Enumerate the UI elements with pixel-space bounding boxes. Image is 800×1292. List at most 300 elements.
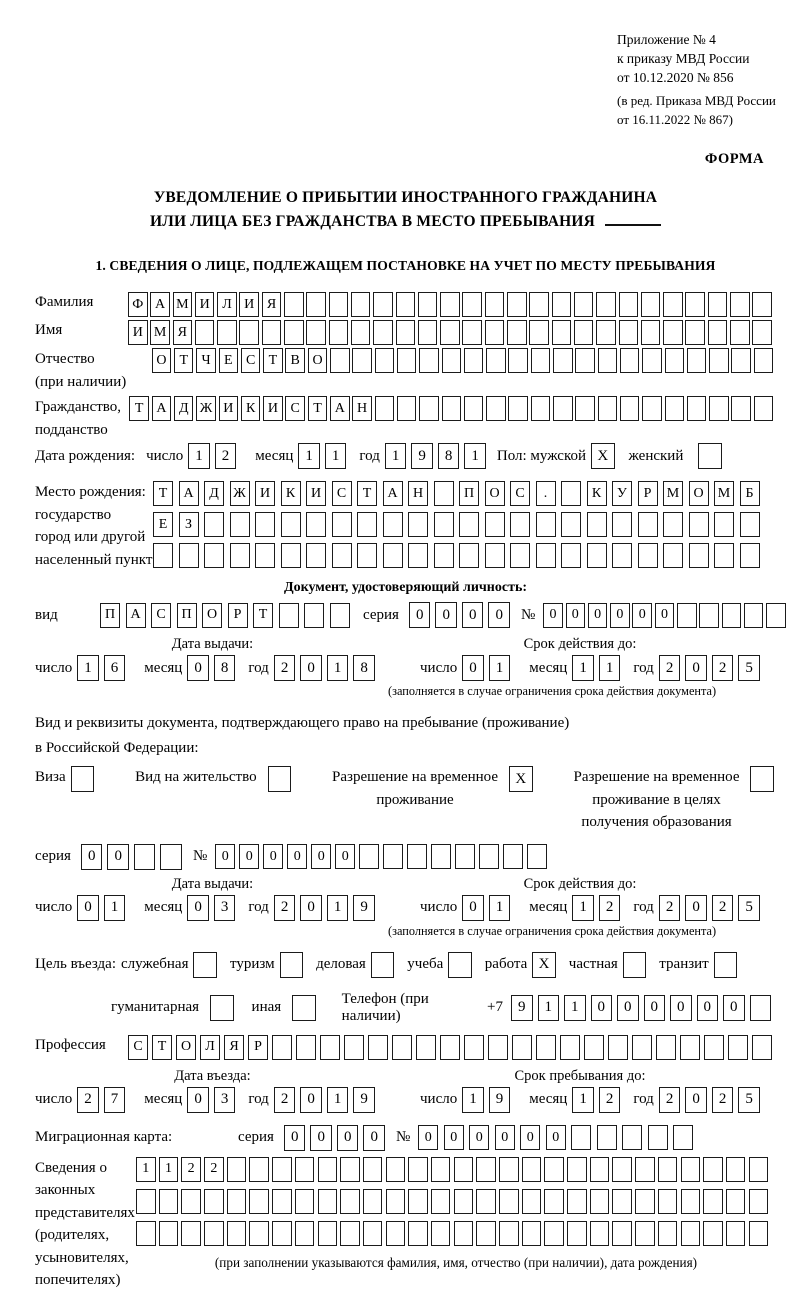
char-box[interactable] xyxy=(396,320,416,345)
char-box[interactable] xyxy=(440,1035,460,1060)
char-box[interactable] xyxy=(658,1157,678,1182)
char-box[interactable] xyxy=(306,512,326,537)
char-box[interactable] xyxy=(227,1221,247,1246)
char-box[interactable]: 1 xyxy=(77,655,99,681)
char-box[interactable]: 1 xyxy=(136,1157,156,1182)
char-box[interactable] xyxy=(587,543,607,568)
char-box[interactable]: П xyxy=(459,481,479,506)
char-box[interactable] xyxy=(553,396,573,421)
char-box[interactable]: 1 xyxy=(298,443,320,469)
char-box[interactable] xyxy=(752,292,772,317)
char-box[interactable] xyxy=(730,320,750,345)
char-box[interactable] xyxy=(665,396,685,421)
char-box[interactable] xyxy=(284,292,304,317)
char-box[interactable]: 1 xyxy=(462,1087,484,1113)
char-box[interactable]: Т xyxy=(174,348,194,373)
char-box[interactable] xyxy=(544,1157,564,1182)
char-box[interactable]: И xyxy=(195,292,215,317)
char-box[interactable]: 2 xyxy=(712,1087,734,1113)
char-box[interactable] xyxy=(239,320,259,345)
char-box[interactable] xyxy=(485,320,505,345)
char-box[interactable]: 5 xyxy=(738,1087,760,1113)
char-box[interactable] xyxy=(195,320,215,345)
char-box[interactable]: Е xyxy=(219,348,239,373)
char-box[interactable] xyxy=(318,1221,338,1246)
char-box[interactable] xyxy=(608,1035,628,1060)
char-box[interactable] xyxy=(596,292,616,317)
char-box[interactable] xyxy=(419,348,439,373)
char-box[interactable] xyxy=(744,603,764,628)
char-box[interactable] xyxy=(359,844,379,869)
char-box[interactable] xyxy=(703,1189,723,1214)
char-box[interactable] xyxy=(455,844,475,869)
char-box[interactable] xyxy=(431,1189,451,1214)
char-box[interactable]: Т xyxy=(152,1035,172,1060)
char-box[interactable] xyxy=(386,1157,406,1182)
char-box[interactable] xyxy=(752,1035,772,1060)
char-box[interactable] xyxy=(561,512,581,537)
char-box[interactable] xyxy=(408,1221,428,1246)
char-box[interactable]: М xyxy=(714,481,734,506)
char-box[interactable]: Л xyxy=(217,292,237,317)
char-box[interactable] xyxy=(641,320,661,345)
char-box[interactable]: Ж xyxy=(230,481,250,506)
char-box[interactable] xyxy=(329,320,349,345)
char-box[interactable]: Д xyxy=(204,481,224,506)
char-box[interactable] xyxy=(508,396,528,421)
char-box[interactable]: М xyxy=(173,292,193,317)
char-box[interactable] xyxy=(159,1221,179,1246)
char-box[interactable]: 2 xyxy=(181,1157,201,1182)
char-box[interactable]: 3 xyxy=(214,895,236,921)
char-box[interactable] xyxy=(434,512,454,537)
char-box[interactable]: У xyxy=(612,481,632,506)
char-box[interactable] xyxy=(464,396,484,421)
checkbox-cell[interactable] xyxy=(280,952,304,978)
char-box[interactable] xyxy=(681,1189,701,1214)
char-box[interactable] xyxy=(486,396,506,421)
char-box[interactable] xyxy=(281,543,301,568)
char-box[interactable] xyxy=(227,1189,247,1214)
char-box[interactable] xyxy=(204,512,224,537)
char-box[interactable] xyxy=(703,1157,723,1182)
char-box[interactable] xyxy=(442,348,462,373)
char-box[interactable] xyxy=(531,396,551,421)
char-box[interactable]: 0 xyxy=(187,895,209,921)
char-box[interactable]: Я xyxy=(224,1035,244,1060)
char-box[interactable]: О xyxy=(176,1035,196,1060)
char-box[interactable] xyxy=(663,512,683,537)
char-box[interactable] xyxy=(567,1189,587,1214)
char-box[interactable] xyxy=(295,1157,315,1182)
char-box[interactable]: Т xyxy=(357,481,377,506)
char-box[interactable] xyxy=(685,320,705,345)
char-box[interactable] xyxy=(397,348,417,373)
char-box[interactable]: И xyxy=(128,320,148,345)
char-box[interactable] xyxy=(459,512,479,537)
char-box[interactable] xyxy=(431,1221,451,1246)
char-box[interactable] xyxy=(272,1035,292,1060)
char-box[interactable] xyxy=(641,292,661,317)
char-box[interactable] xyxy=(351,292,371,317)
char-box[interactable] xyxy=(560,1035,580,1060)
char-box[interactable] xyxy=(134,844,156,870)
char-box[interactable]: 1 xyxy=(572,895,594,921)
char-box[interactable] xyxy=(574,292,594,317)
char-box[interactable]: 2 xyxy=(659,655,681,681)
char-box[interactable] xyxy=(249,1221,269,1246)
char-box[interactable] xyxy=(635,1189,655,1214)
char-box[interactable]: И xyxy=(239,292,259,317)
char-box[interactable] xyxy=(318,1157,338,1182)
char-box[interactable] xyxy=(357,512,377,537)
char-box[interactable] xyxy=(575,396,595,421)
char-box[interactable] xyxy=(507,292,527,317)
char-box[interactable] xyxy=(597,1125,617,1150)
char-box[interactable] xyxy=(383,512,403,537)
char-box[interactable] xyxy=(598,396,618,421)
char-box[interactable] xyxy=(416,1035,436,1060)
char-box[interactable] xyxy=(386,1221,406,1246)
char-box[interactable] xyxy=(304,603,324,628)
char-box[interactable]: П xyxy=(100,603,120,628)
char-box[interactable] xyxy=(749,1189,769,1214)
char-box[interactable] xyxy=(330,348,350,373)
char-box[interactable]: 2 xyxy=(77,1087,99,1113)
char-box[interactable] xyxy=(440,292,460,317)
char-box[interactable]: 0 xyxy=(617,995,639,1021)
char-box[interactable] xyxy=(363,1221,383,1246)
checkbox-cell[interactable] xyxy=(750,766,774,792)
char-box[interactable] xyxy=(272,1221,292,1246)
char-box[interactable] xyxy=(249,1157,269,1182)
char-box[interactable] xyxy=(612,512,632,537)
char-box[interactable] xyxy=(587,512,607,537)
char-box[interactable] xyxy=(680,1035,700,1060)
char-box[interactable] xyxy=(553,348,573,373)
char-box[interactable] xyxy=(351,320,371,345)
char-box[interactable]: 2 xyxy=(599,895,621,921)
char-box[interactable]: А xyxy=(330,396,350,421)
char-box[interactable]: З xyxy=(179,512,199,537)
char-box[interactable]: 0 xyxy=(723,995,745,1021)
char-box[interactable]: 0 xyxy=(685,1087,707,1113)
char-box[interactable] xyxy=(574,320,594,345)
char-box[interactable] xyxy=(255,543,275,568)
char-box[interactable]: 1 xyxy=(489,895,511,921)
char-box[interactable] xyxy=(648,1125,668,1150)
char-box[interactable] xyxy=(726,1221,746,1246)
char-box[interactable] xyxy=(730,292,750,317)
char-box[interactable]: Р xyxy=(228,603,248,628)
char-box[interactable]: 0 xyxy=(546,1125,566,1150)
char-box[interactable] xyxy=(204,1189,224,1214)
char-box[interactable]: 7 xyxy=(104,1087,126,1113)
char-box[interactable]: К xyxy=(281,481,301,506)
char-box[interactable] xyxy=(749,1157,769,1182)
char-box[interactable] xyxy=(722,603,742,628)
char-box[interactable] xyxy=(612,543,632,568)
char-box[interactable]: 2 xyxy=(215,443,237,469)
char-box[interactable] xyxy=(375,348,395,373)
char-box[interactable] xyxy=(383,844,403,869)
char-box[interactable] xyxy=(454,1157,474,1182)
char-box[interactable]: 0 xyxy=(81,844,103,870)
char-box[interactable]: Т xyxy=(253,603,273,628)
char-box[interactable] xyxy=(619,320,639,345)
char-box[interactable]: К xyxy=(241,396,261,421)
char-box[interactable]: 0 xyxy=(263,844,283,869)
char-box[interactable] xyxy=(656,1035,676,1060)
char-box[interactable]: 0 xyxy=(462,655,484,681)
char-box[interactable]: О xyxy=(308,348,328,373)
char-box[interactable] xyxy=(726,1157,746,1182)
char-box[interactable]: 8 xyxy=(353,655,375,681)
char-box[interactable] xyxy=(340,1157,360,1182)
char-box[interactable] xyxy=(536,543,556,568)
char-box[interactable]: 0 xyxy=(670,995,692,1021)
char-box[interactable]: Н xyxy=(408,481,428,506)
char-box[interactable]: 0 xyxy=(337,1125,359,1151)
char-box[interactable] xyxy=(368,1035,388,1060)
char-box[interactable] xyxy=(561,543,581,568)
char-box[interactable]: 1 xyxy=(599,655,621,681)
char-box[interactable] xyxy=(620,348,640,373)
char-box[interactable]: В xyxy=(285,348,305,373)
char-box[interactable]: 0 xyxy=(284,1125,306,1151)
checkbox-cell[interactable] xyxy=(448,952,472,978)
char-box[interactable]: 0 xyxy=(215,844,235,869)
char-box[interactable] xyxy=(160,844,182,870)
char-box[interactable] xyxy=(363,1157,383,1182)
char-box[interactable] xyxy=(508,348,528,373)
char-box[interactable] xyxy=(332,512,352,537)
char-box[interactable]: Т xyxy=(308,396,328,421)
char-box[interactable] xyxy=(750,995,772,1021)
char-box[interactable] xyxy=(386,1189,406,1214)
char-box[interactable]: 0 xyxy=(409,602,431,628)
char-box[interactable] xyxy=(638,512,658,537)
char-box[interactable] xyxy=(281,512,301,537)
char-box[interactable] xyxy=(544,1189,564,1214)
char-box[interactable]: 8 xyxy=(438,443,460,469)
char-box[interactable] xyxy=(296,1035,316,1060)
char-box[interactable]: А xyxy=(152,396,172,421)
char-box[interactable]: 6 xyxy=(104,655,126,681)
checkbox-cell[interactable]: X xyxy=(509,766,533,792)
char-box[interactable] xyxy=(476,1157,496,1182)
char-box[interactable] xyxy=(383,543,403,568)
char-box[interactable] xyxy=(434,543,454,568)
char-box[interactable]: 0 xyxy=(187,1087,209,1113)
char-box[interactable] xyxy=(179,543,199,568)
char-box[interactable] xyxy=(522,1157,542,1182)
char-box[interactable]: М xyxy=(663,481,683,506)
char-box[interactable] xyxy=(531,348,551,373)
char-box[interactable] xyxy=(332,543,352,568)
char-box[interactable] xyxy=(363,1189,383,1214)
char-box[interactable] xyxy=(396,292,416,317)
char-box[interactable] xyxy=(612,1189,632,1214)
char-box[interactable] xyxy=(344,1035,364,1060)
char-box[interactable] xyxy=(318,1189,338,1214)
char-box[interactable] xyxy=(306,543,326,568)
char-box[interactable] xyxy=(658,1221,678,1246)
char-box[interactable] xyxy=(485,292,505,317)
char-box[interactable] xyxy=(635,1221,655,1246)
char-box[interactable] xyxy=(464,1035,484,1060)
char-box[interactable] xyxy=(408,512,428,537)
char-box[interactable] xyxy=(510,543,530,568)
char-box[interactable] xyxy=(571,1125,591,1150)
char-box[interactable]: 0 xyxy=(685,655,707,681)
char-box[interactable] xyxy=(731,396,751,421)
char-box[interactable] xyxy=(407,844,427,869)
char-box[interactable] xyxy=(529,292,549,317)
char-box[interactable] xyxy=(462,320,482,345)
char-box[interactable]: К xyxy=(587,481,607,506)
char-box[interactable]: Т xyxy=(263,348,283,373)
char-box[interactable]: Т xyxy=(129,396,149,421)
char-box[interactable] xyxy=(227,1157,247,1182)
char-box[interactable] xyxy=(373,292,393,317)
char-box[interactable] xyxy=(442,396,462,421)
char-box[interactable] xyxy=(522,1221,542,1246)
char-box[interactable] xyxy=(740,512,760,537)
char-box[interactable]: Р xyxy=(638,481,658,506)
char-box[interactable] xyxy=(418,292,438,317)
checkbox-cell[interactable] xyxy=(698,443,722,469)
char-box[interactable] xyxy=(754,348,774,373)
char-box[interactable] xyxy=(181,1221,201,1246)
char-box[interactable]: С xyxy=(510,481,530,506)
char-box[interactable]: 0 xyxy=(239,844,259,869)
char-box[interactable] xyxy=(552,320,572,345)
char-box[interactable] xyxy=(527,844,547,869)
char-box[interactable]: 0 xyxy=(591,995,613,1021)
char-box[interactable]: . xyxy=(536,481,556,506)
char-box[interactable] xyxy=(638,543,658,568)
char-box[interactable] xyxy=(419,396,439,421)
char-box[interactable] xyxy=(230,543,250,568)
char-box[interactable]: 0 xyxy=(543,603,563,628)
char-box[interactable] xyxy=(728,1035,748,1060)
char-box[interactable] xyxy=(373,320,393,345)
char-box[interactable] xyxy=(272,1157,292,1182)
char-box[interactable] xyxy=(418,320,438,345)
char-box[interactable] xyxy=(454,1189,474,1214)
char-box[interactable] xyxy=(434,481,454,506)
char-box[interactable] xyxy=(204,1221,224,1246)
char-box[interactable]: П xyxy=(177,603,197,628)
char-box[interactable] xyxy=(476,1221,496,1246)
char-box[interactable] xyxy=(703,1221,723,1246)
char-box[interactable] xyxy=(479,844,499,869)
char-box[interactable]: Н xyxy=(352,396,372,421)
char-box[interactable]: 0 xyxy=(566,603,586,628)
char-box[interactable]: Ж xyxy=(196,396,216,421)
char-box[interactable]: 5 xyxy=(738,895,760,921)
char-box[interactable]: Я xyxy=(173,320,193,345)
char-box[interactable]: 0 xyxy=(588,603,608,628)
char-box[interactable] xyxy=(408,543,428,568)
char-box[interactable]: И xyxy=(255,481,275,506)
char-box[interactable]: Ф xyxy=(128,292,148,317)
char-box[interactable] xyxy=(766,603,786,628)
char-box[interactable]: С xyxy=(285,396,305,421)
char-box[interactable] xyxy=(708,292,728,317)
checkbox-cell[interactable] xyxy=(210,995,234,1021)
char-box[interactable]: 2 xyxy=(599,1087,621,1113)
char-box[interactable] xyxy=(320,1035,340,1060)
char-box[interactable] xyxy=(704,1035,724,1060)
char-box[interactable] xyxy=(612,1221,632,1246)
char-box[interactable]: 9 xyxy=(489,1087,511,1113)
char-box[interactable] xyxy=(249,1189,269,1214)
char-box[interactable] xyxy=(357,543,377,568)
char-box[interactable] xyxy=(612,1157,632,1182)
char-box[interactable]: 0 xyxy=(462,602,484,628)
char-box[interactable] xyxy=(217,320,237,345)
char-box[interactable] xyxy=(642,348,662,373)
char-box[interactable]: Д xyxy=(174,396,194,421)
char-box[interactable]: 1 xyxy=(572,655,594,681)
char-box[interactable]: 1 xyxy=(104,895,126,921)
char-box[interactable] xyxy=(510,512,530,537)
char-box[interactable] xyxy=(408,1189,428,1214)
char-box[interactable] xyxy=(204,543,224,568)
char-box[interactable]: И xyxy=(306,481,326,506)
char-box[interactable] xyxy=(699,603,719,628)
char-box[interactable]: С xyxy=(151,603,171,628)
char-box[interactable]: 9 xyxy=(511,995,533,1021)
char-box[interactable]: 0 xyxy=(655,603,675,628)
char-box[interactable] xyxy=(503,844,523,869)
char-box[interactable] xyxy=(408,1157,428,1182)
char-box[interactable] xyxy=(181,1189,201,1214)
char-box[interactable] xyxy=(681,1221,701,1246)
char-box[interactable] xyxy=(499,1157,519,1182)
char-box[interactable] xyxy=(397,396,417,421)
char-box[interactable]: 0 xyxy=(488,602,510,628)
char-box[interactable] xyxy=(632,1035,652,1060)
char-box[interactable] xyxy=(544,1221,564,1246)
char-box[interactable]: О xyxy=(202,603,222,628)
char-box[interactable]: 1 xyxy=(327,655,349,681)
char-box[interactable] xyxy=(529,320,549,345)
char-box[interactable]: 0 xyxy=(418,1125,438,1150)
char-box[interactable] xyxy=(340,1221,360,1246)
char-box[interactable] xyxy=(754,396,774,421)
char-box[interactable] xyxy=(681,1157,701,1182)
char-box[interactable]: 0 xyxy=(644,995,666,1021)
char-box[interactable]: С xyxy=(241,348,261,373)
char-box[interactable]: 2 xyxy=(712,655,734,681)
char-box[interactable]: 2 xyxy=(712,895,734,921)
char-box[interactable] xyxy=(709,396,729,421)
char-box[interactable] xyxy=(476,1189,496,1214)
char-box[interactable] xyxy=(598,348,618,373)
char-box[interactable] xyxy=(561,481,581,506)
char-box[interactable] xyxy=(665,348,685,373)
char-box[interactable] xyxy=(464,348,484,373)
char-box[interactable]: 2 xyxy=(204,1157,224,1182)
char-box[interactable] xyxy=(462,292,482,317)
char-box[interactable] xyxy=(689,512,709,537)
char-box[interactable] xyxy=(431,1157,451,1182)
char-box[interactable] xyxy=(499,1221,519,1246)
char-box[interactable]: 9 xyxy=(353,895,375,921)
